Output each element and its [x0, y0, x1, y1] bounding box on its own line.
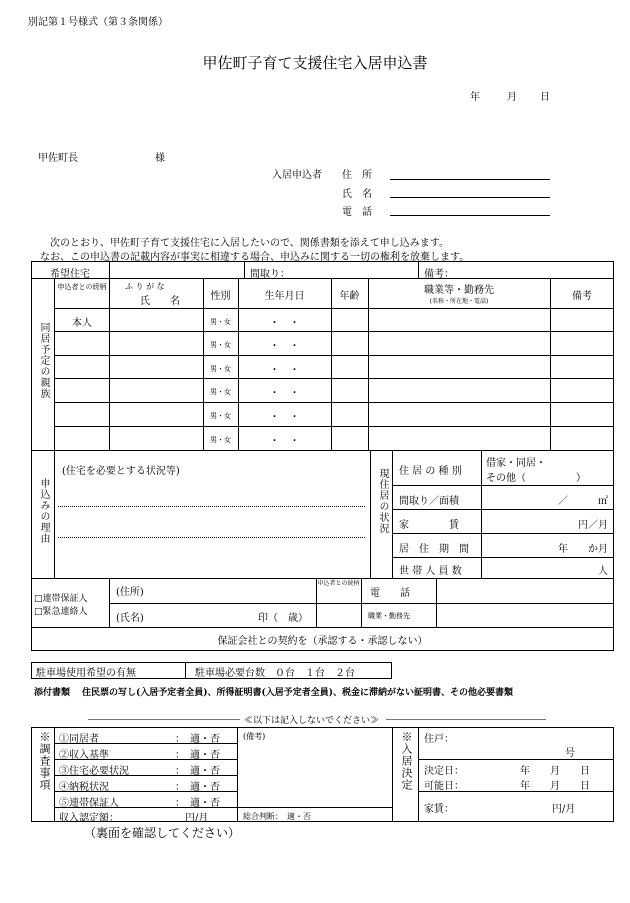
- decision-label: ※入居決定: [400, 731, 413, 791]
- guarantor-option[interactable]: □連帯保証人: [34, 594, 88, 604]
- decided-date-label: 決定日：: [424, 766, 464, 777]
- attachments-text: 住民票の写し(入居予定者全員)、所得証明書(入居予定者全員)、税金に滞納がない証明書、その他必要書類: [82, 688, 514, 698]
- guarantor-relation-label: 申込者との続柄: [317, 580, 360, 587]
- age-header: 年齢: [339, 291, 360, 302]
- survey-item-5-value[interactable]: ： 適・否: [175, 798, 220, 809]
- income-label: 収入認定額：: [59, 813, 119, 824]
- furigana-header: ふ り が な: [125, 282, 165, 291]
- survey-label: ※調査事項: [38, 731, 51, 791]
- address-field[interactable]: [390, 179, 550, 180]
- current-period-label: 居 住 期 間: [399, 544, 469, 555]
- decided-date-value[interactable]: 年 月 日: [520, 766, 590, 777]
- remarks-top-label: 備考：: [424, 269, 454, 280]
- current-rent-value[interactable]: 円／月: [578, 520, 608, 531]
- row-3-birth[interactable]: ・ ・: [269, 365, 300, 376]
- name-header: 氏 名: [140, 296, 180, 307]
- survey-item-1-label: ①同居者: [59, 734, 99, 745]
- survey-item-2-label: ②収入基準: [59, 750, 109, 761]
- emergency-contact-option[interactable]: □緊急連絡人: [34, 607, 88, 617]
- current-household-label: 世 帯 人 員 数: [399, 566, 462, 577]
- survey-item-1-value[interactable]: ： 適・否: [175, 734, 220, 745]
- date-month: 月: [507, 92, 517, 103]
- rent-label: 家賃：: [424, 804, 454, 815]
- addressee-honorific: 様: [155, 153, 165, 164]
- parking-count[interactable]: 駐車場必要台数 ０台 １台 ２台: [195, 668, 355, 679]
- row-6-birth[interactable]: ・ ・: [269, 436, 300, 447]
- guarantor-address-label: (住所): [116, 587, 144, 598]
- current-type-value[interactable]: 借家・同居・: [486, 458, 546, 469]
- form-label: 別記第１号様式（第３条関係）: [28, 17, 168, 28]
- row-4-birth[interactable]: ・ ・: [269, 388, 300, 399]
- survey-item-2-value[interactable]: ： 適・否: [175, 750, 220, 761]
- date-day: 日: [540, 92, 550, 103]
- rent-unit: 円/月: [552, 804, 576, 815]
- applicant-label: 入居申込者: [272, 170, 322, 181]
- reason-label: 申込みの理由: [38, 478, 49, 544]
- guarantor-phone-label: 電 話: [370, 588, 410, 599]
- row-3-sex[interactable]: 男・女: [210, 365, 231, 373]
- page-title: 甲佐町子育て支援住宅入居申込書: [202, 54, 428, 72]
- reason-line-1[interactable]: [58, 506, 365, 507]
- current-layout-value[interactable]: ／ ㎡: [558, 496, 608, 507]
- current-household-value[interactable]: 人: [598, 566, 608, 577]
- layout-label: 間取り：: [250, 269, 290, 280]
- current-housing-label: 現住居の状況: [377, 468, 388, 534]
- row-5-birth[interactable]: ・ ・: [269, 412, 300, 423]
- unit-number: 号: [565, 748, 575, 759]
- row-2-birth[interactable]: ・ ・: [269, 341, 300, 352]
- date-year: 年: [470, 92, 480, 103]
- guarantee-company[interactable]: 保証会社との契約を（承認する・承認しない）: [217, 636, 428, 647]
- current-period-value[interactable]: 年 か月: [558, 544, 608, 555]
- parking-label: 駐車場使用希望の有無: [36, 668, 136, 679]
- current-type-other[interactable]: その他（ ）: [486, 473, 586, 484]
- footer-note: （裏面を確認してください）: [84, 826, 241, 840]
- guarantor-job-label: 職業・勤務先: [368, 612, 410, 620]
- income-unit: 円/月: [185, 813, 209, 824]
- row-5-sex[interactable]: 男・女: [210, 412, 231, 420]
- office-remarks-label: (備考): [243, 732, 266, 741]
- name-label: 氏 名: [342, 189, 372, 200]
- row-1-sex[interactable]: 男・女: [210, 318, 231, 326]
- row-4-sex[interactable]: 男・女: [210, 388, 231, 396]
- guarantor-name-label: (氏名): [116, 613, 144, 624]
- overall-judgement[interactable]: 総合判断： 適・否: [243, 812, 311, 821]
- survey-item-3-label: ③住宅必要状況: [59, 766, 129, 777]
- sex-header: 性別: [210, 291, 231, 302]
- guarantor-seal: 印（ 歳）: [258, 613, 308, 624]
- survey-item-5-label: ⑤連帯保証人: [59, 798, 119, 809]
- row-2-sex[interactable]: 男・女: [210, 341, 231, 349]
- reason-prompt: (住宅を必要とする状況等): [62, 466, 180, 477]
- row-1-birth[interactable]: ・ ・: [269, 318, 300, 329]
- survey-item-4-value[interactable]: ： 適・否: [175, 782, 220, 793]
- survey-item-4-label: ④納税状況: [59, 782, 109, 793]
- intro-line-1: 次のとおり、甲佐町子育て支援住宅に入居したいので、関係書類を添えて申し込みます。: [50, 238, 449, 249]
- current-type-label: 住 居 の 種 別: [399, 466, 462, 477]
- possible-date-label: 可能日：: [424, 781, 464, 792]
- attachments-label: 添付書類: [34, 688, 71, 698]
- remarks-header: 備考: [572, 291, 592, 302]
- address-label: 住 所: [342, 170, 372, 181]
- relation-header: 申込者との続柄: [57, 283, 107, 291]
- phone-label: 電 話: [342, 207, 372, 218]
- birth-header: 生年月日: [264, 291, 305, 302]
- current-layout-label: 間取り／面積: [399, 496, 459, 507]
- survey-item-3-value[interactable]: ： 適・否: [175, 766, 220, 777]
- current-rent-label: 家 賃: [399, 520, 459, 531]
- name-field[interactable]: [390, 197, 550, 198]
- job-subheader: (名称・所在地・電話): [429, 298, 489, 305]
- addressee-name: 甲佐町長: [38, 153, 78, 164]
- office-divider: ≪以下は記入しないでください≫: [244, 716, 380, 726]
- desired-house-label: 希望住宅: [50, 269, 90, 280]
- job-header: 職業等・勤務先: [424, 285, 494, 296]
- row-6-sex[interactable]: 男・女: [210, 436, 231, 444]
- family-label: 同居予定の親族: [38, 322, 49, 399]
- reason-line-2[interactable]: [58, 537, 365, 538]
- row-1-relation: 本人: [72, 318, 92, 329]
- unit-label: 住戸：: [424, 734, 454, 745]
- phone-field[interactable]: [390, 215, 550, 216]
- possible-date-value[interactable]: 年 月 日: [520, 781, 590, 792]
- intro-line-2: なお、この申込書の記載内容が事実に相違する場合、申込みに関する一切の権利を放棄します。: [40, 252, 470, 263]
